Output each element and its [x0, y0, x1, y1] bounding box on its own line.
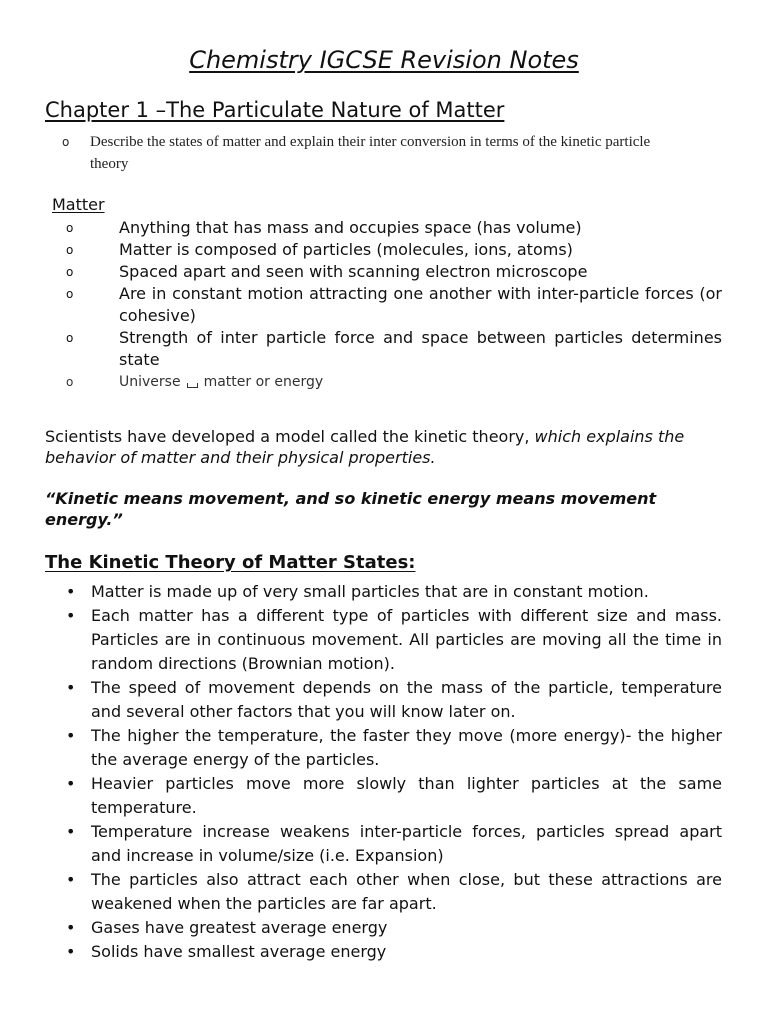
kinetic-list-item — [66, 580, 722, 604]
kinetic-item-text: Temperature increase weakens inter-particle forces, particles spread apart and increase in volume/size (i.e. Expansion) — [91, 822, 722, 865]
kinetic-item-text: Solids have smallest average energy — [91, 942, 387, 961]
bullet-icon: • — [66, 606, 76, 625]
bullet-icon: • — [66, 726, 76, 745]
matter-heading: Matter — [52, 195, 105, 214]
matter-item-text-right: matter or energy — [203, 374, 324, 390]
bullet-icon: • — [66, 942, 76, 961]
missing-symbol-icon — [187, 383, 198, 388]
bullet-icon: • — [66, 774, 76, 793]
bullet-icon: • — [66, 582, 76, 601]
circle-bullet-icon: o — [62, 135, 70, 149]
matter-list-item — [66, 327, 722, 371]
matter-list-item — [66, 261, 722, 283]
matter-item-text-left: Universe — [119, 374, 181, 390]
kinetic-list-item — [66, 916, 722, 940]
matter-item-text: Strength of inter particle force and space between particles determines state — [119, 328, 722, 369]
circle-bullet-icon: o — [66, 243, 74, 257]
circle-bullet-icon: o — [66, 221, 74, 235]
bullet-icon: • — [66, 678, 76, 697]
kinetic-list-item — [66, 772, 722, 820]
kinetic-theory-intro — [45, 426, 725, 468]
matter-item-text: Are in constant motion attracting one another with inter-particle forces (or cohesive) — [119, 284, 722, 325]
kinetic-list-item — [66, 820, 722, 868]
kinetic-list-item — [66, 604, 722, 676]
matter-item-text: Anything that has mass and occupies space (has volume) — [119, 218, 582, 237]
circle-bullet-icon: o — [66, 375, 74, 389]
intro-text: Scientists have developed a model called the kinetic theory, — [45, 427, 530, 446]
intro-italic-text: which explains the behavior of matter and their physical properties. — [45, 427, 685, 467]
matter-list-item — [66, 217, 722, 239]
chapter-heading: Chapter 1 –The Particulate Nature of Matter — [45, 98, 505, 122]
kinetic-item-text: Matter is made up of very small particles that are in constant motion. — [91, 582, 649, 601]
matter-list — [66, 217, 722, 393]
circle-bullet-icon: o — [66, 265, 74, 279]
kinetic-theory-list — [66, 580, 722, 964]
kinetic-list-item — [66, 868, 722, 916]
kinetic-list-item — [66, 940, 722, 964]
matter-list-item — [66, 371, 722, 393]
kinetic-list-item — [66, 724, 722, 772]
kinetic-item-text: The higher the temperature, the faster they move (more energy)- the higher the average energy of the particles. — [91, 726, 722, 769]
kinetic-item-text: Heavier particles move more slowly than lighter particles at the same temperature. — [91, 774, 722, 817]
kinetic-quote: “Kinetic means movement, and so kinetic energy means movement energy.” — [45, 489, 657, 529]
bullet-icon: • — [66, 822, 76, 841]
kinetic-item-text: The speed of movement depends on the mass of the particle, temperature and several other factors that you will know later on. — [91, 678, 722, 721]
kinetic-item-text: Each matter has a different type of particles with different size and mass. Particles are in continuous movement. All particles are moving all the time in random directions (Brownian motion). — [91, 606, 722, 673]
bullet-icon: • — [66, 870, 76, 889]
circle-bullet-icon: o — [66, 287, 74, 301]
kinetic-item-text: The particles also attract each other when close, but these attractions are weakened when the particles are far apart. — [91, 870, 722, 913]
circle-bullet-icon: o — [66, 331, 74, 345]
kinetic-list-item — [66, 676, 722, 724]
learning-objective — [62, 131, 682, 175]
kinetic-item-text: Gases have greatest average energy — [91, 918, 388, 937]
matter-item-text: Spaced apart and seen with scanning electron microscope — [119, 262, 588, 281]
matter-list-item — [66, 239, 722, 261]
page-title: Chemistry IGCSE Revision Notes — [189, 46, 579, 74]
kinetic-theory-heading: The Kinetic Theory of Matter States: — [45, 552, 416, 573]
objective-text: Describe the states of matter and explain their inter conversion in terms of the kinetic particle theory — [90, 134, 651, 172]
matter-list-item — [66, 283, 722, 327]
bullet-icon: • — [66, 918, 76, 937]
matter-item-text: Matter is composed of particles (molecules, ions, atoms) — [119, 240, 573, 259]
